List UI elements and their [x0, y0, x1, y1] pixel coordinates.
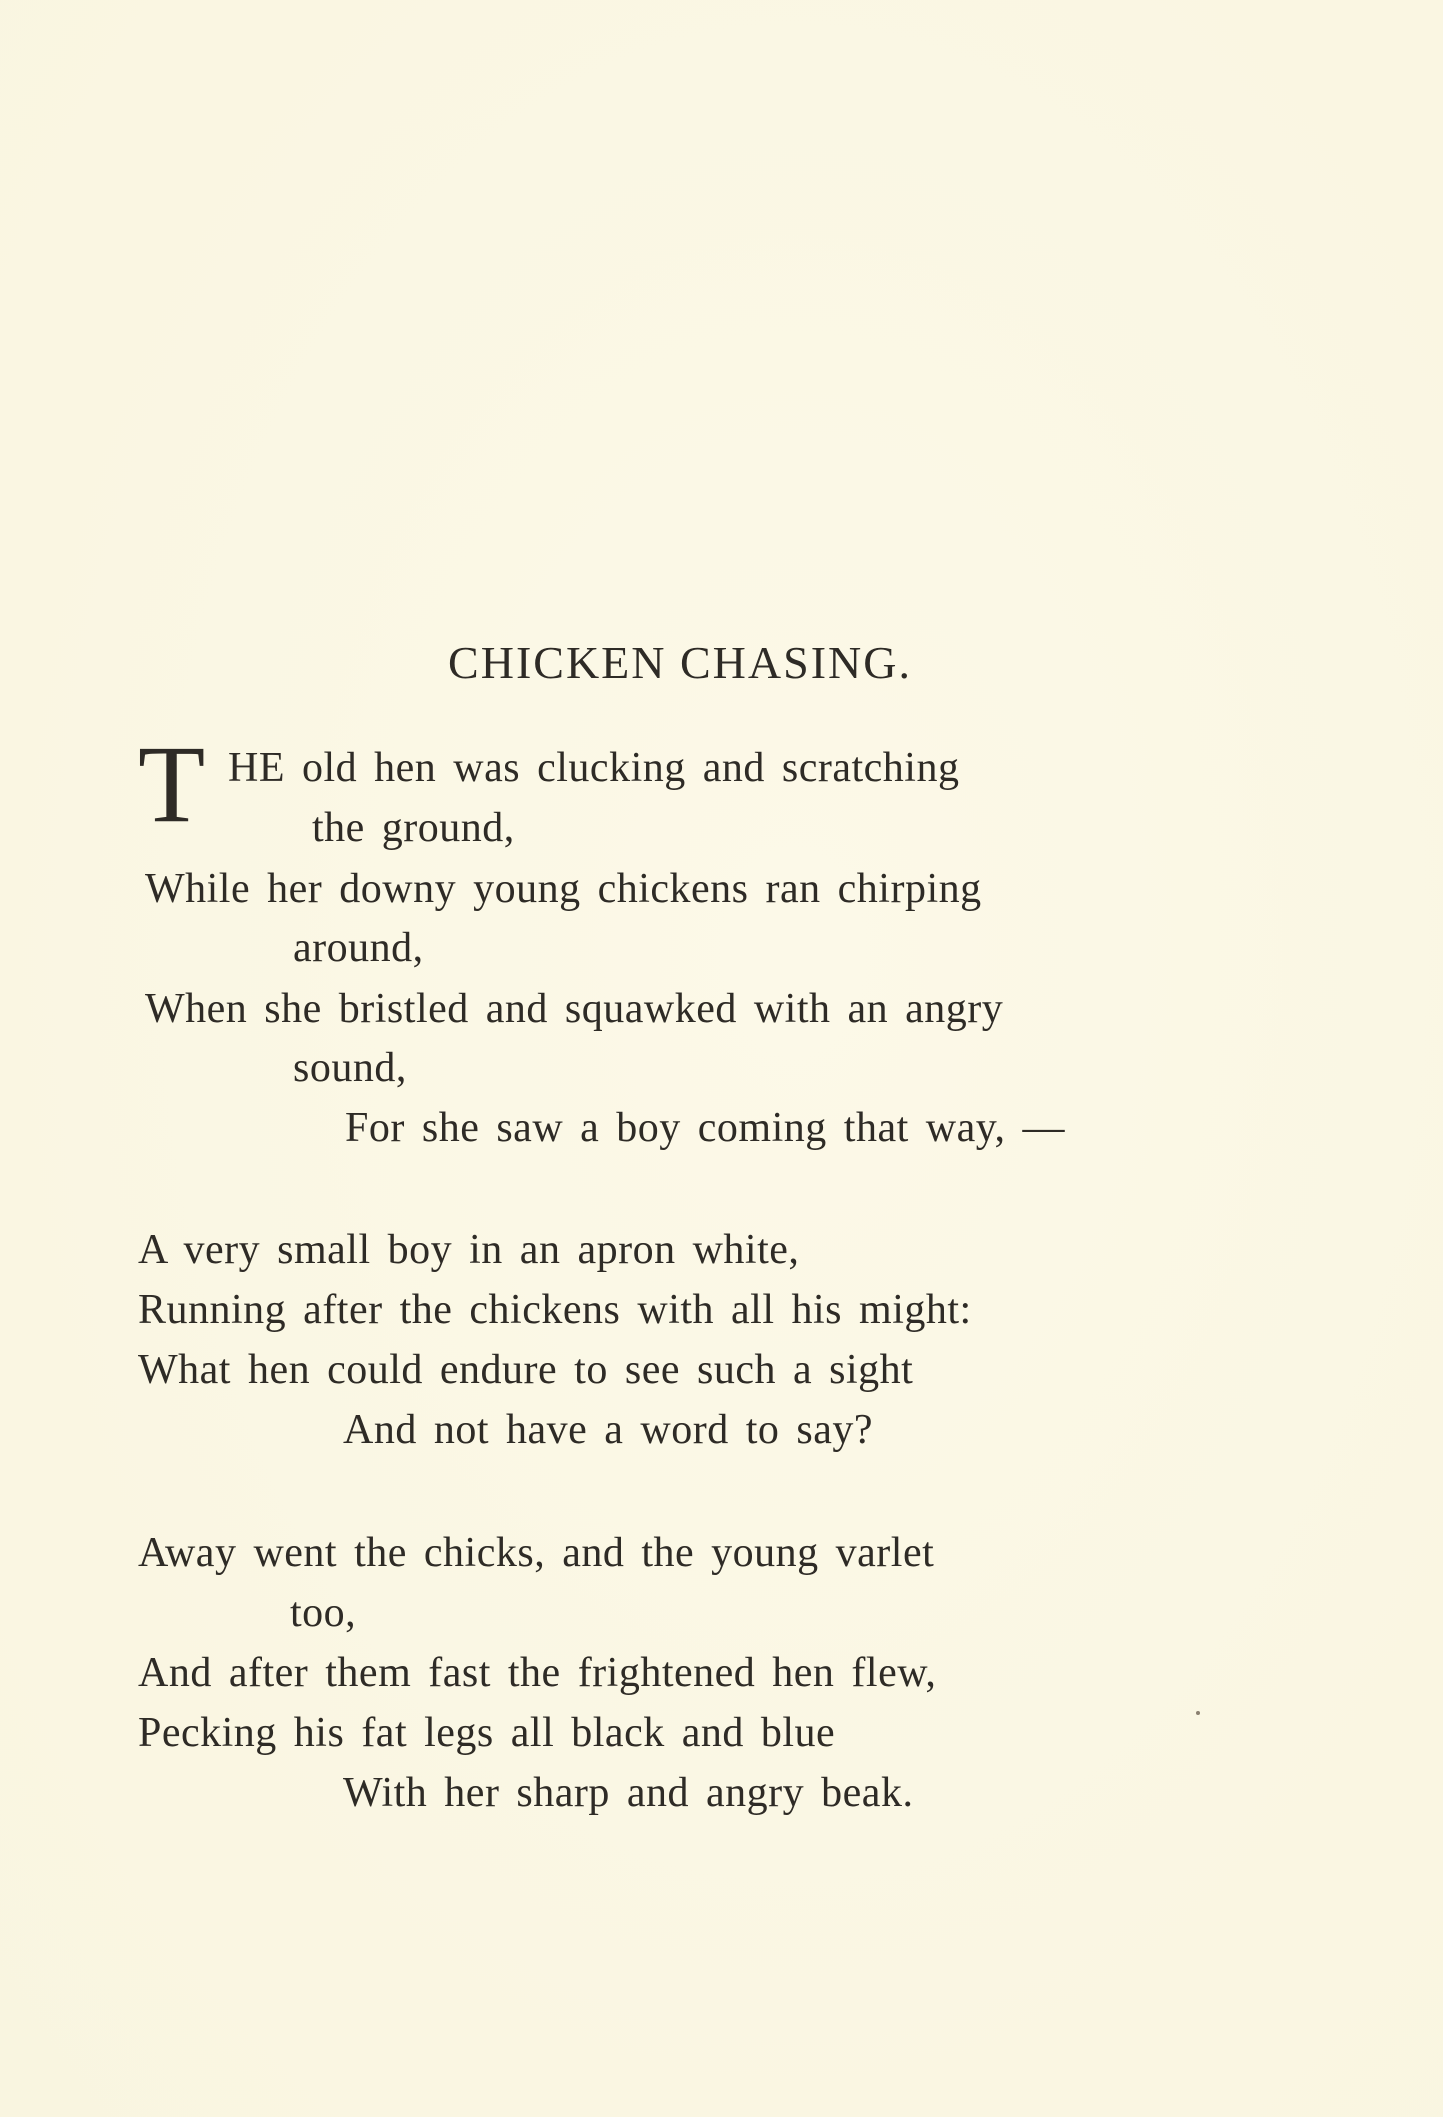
poem-line: When she bristled and squawked with an angry: [145, 986, 1004, 1032]
poem-line: Pecking his fat legs all black and blue: [138, 1710, 836, 1756]
poem-line: around,: [293, 925, 424, 971]
poem-line: HE old hen was clucking and scratching: [228, 745, 960, 791]
poem-line: sound,: [293, 1045, 407, 1091]
poem-line: And after them fast the frightened hen flew,: [138, 1650, 937, 1696]
poem-line: For she saw a boy coming that way, —: [345, 1105, 1065, 1151]
poem-line: the ground,: [312, 805, 515, 851]
paper-speck: [1196, 1711, 1200, 1715]
drop-cap: T: [138, 723, 206, 845]
poem-line: What hen could endure to see such a sight: [138, 1347, 914, 1393]
poem-line: Running after the chickens with all his might:: [138, 1287, 972, 1333]
poem-line: too,: [290, 1590, 357, 1636]
poem-title: CHICKEN CHASING.: [448, 637, 912, 688]
poem-line: With her sharp and angry beak.: [343, 1770, 914, 1816]
poem-line: And not have a word to say?: [343, 1407, 874, 1453]
poem-line: While her downy young chickens ran chirping: [145, 866, 982, 912]
poem-line: Away went the chicks, and the young varlet: [138, 1530, 935, 1576]
poem-line: A very small boy in an apron white,: [138, 1227, 800, 1273]
